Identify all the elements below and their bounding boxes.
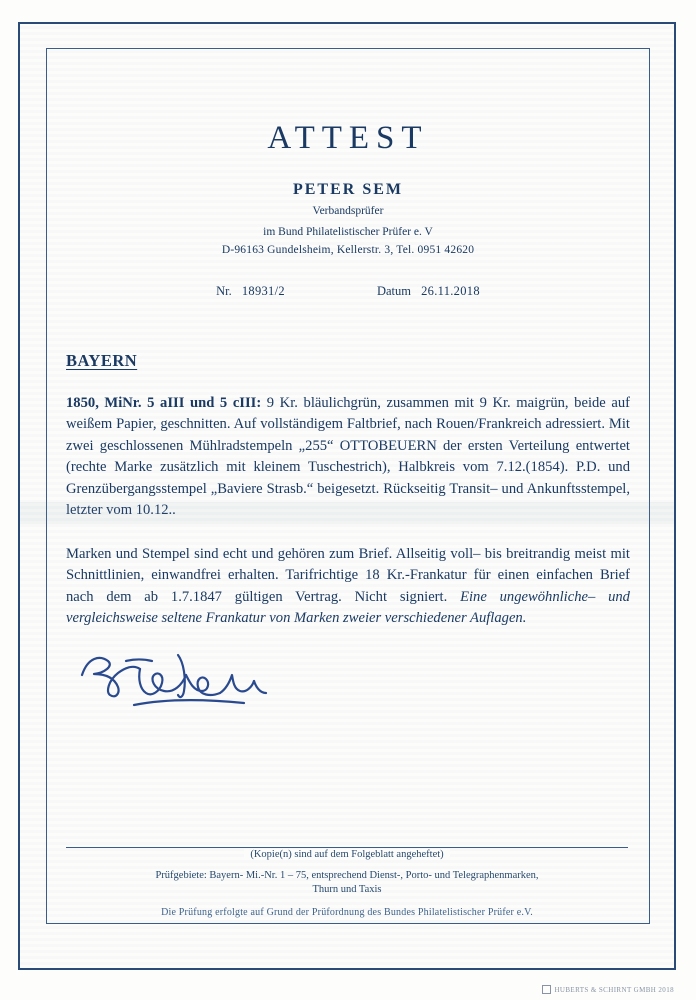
expert-name: PETER SEM — [292, 181, 403, 198]
footer-scope-line-2: Thurn und Taxis — [312, 884, 382, 896]
handwritten-signature-icon — [74, 649, 274, 713]
item-description-body: 9 Kr. bläulichgrün, zusammen mit 9 Kr. maigrün, beide auf weißem Papier, geschnitten. Auf vollständigem Faltbrief, nach Rouen/Frankreich adressiert. Mit zwei geschlossenen Mühlradstempeln „255“ OTTOBEUERN der ersten Verteilung entwertet (rechte Marke zusätzlich mit kleinem Tuschestrich), Halbkreis vom 7.12.(1854). P.D. und Grenzübergangsstempel „Baviere Strasb.“ beigesetzt. Rückseitig Transit– und Ankunftsstempel, letzter vom 10.12.. — [66, 395, 630, 519]
footer-copy-note: (Kopie(n) sind auf dem Folgeblatt angeheftet) — [244, 849, 449, 860]
expert-role: Verbandsprüfer — [312, 205, 384, 217]
certificate-date-label: Datum — [376, 284, 411, 299]
printer-mark-text: HUBERTS & SCHIRNT GMBH 2018 — [554, 985, 674, 994]
expert-verdict — [66, 544, 630, 630]
expert-association: im Bund Philatelistischer Prüfer e. V — [263, 225, 433, 238]
footer-copy-note-wrap — [66, 848, 628, 869]
certificate-date — [377, 284, 480, 299]
footer-legal-note: Die Prüfung erfolgte auf Grund der Prüfordnung des Bundes Philatelistischer Prüfer e.V. — [161, 907, 533, 918]
reference-row — [66, 284, 630, 299]
expert-address: D-96163 Gundelsheim, Kellerstr. 3, Tel. 0951 42620 — [221, 244, 475, 257]
footer-scope-line-1: Prüfgebiete: Bayern- Mi.-Nr. 1 – 75, entsprechend Dienst-, Porto- und Telegraphenmarken, — [155, 869, 539, 881]
item-description-lead: 1850, MiNr. 5 aIII und 5 cIII: — [66, 395, 262, 412]
certificate-outer-border — [18, 22, 676, 970]
footer — [66, 847, 628, 918]
printer-mark-square-icon — [542, 985, 551, 994]
printer-mark — [542, 985, 674, 994]
expert-verdict-emphasis: Eine ungewöhnliche– und vergleichsweise seltene Frankatur von Marken zweier verschiedener Auflagen. — [66, 588, 630, 626]
signature-area — [66, 647, 630, 743]
certificate-number — [216, 284, 285, 299]
page-title: ATTEST — [267, 120, 429, 156]
footer-divider — [66, 847, 628, 848]
certificate-content — [66, 68, 630, 904]
certificate-number-value: 18931/2 — [241, 284, 285, 299]
certificate-date-value: 26.11.2018 — [421, 284, 480, 299]
certificate-number-label: Nr. — [216, 284, 232, 299]
country-heading: BAYERN — [66, 351, 138, 371]
item-description — [66, 393, 630, 522]
expert-verdict-text: Marken und Stempel sind echt und gehören zum Brief. Allseitig voll– bis breitrandig meist mit Schnittlinien, einwandfrei erhalten. Tarifrichtige 18 Kr.-Frankatur für einen einfachen Brief nach dem ab 1.7.1847 gültigen Vertrag. Nicht signiert. — [66, 545, 630, 605]
